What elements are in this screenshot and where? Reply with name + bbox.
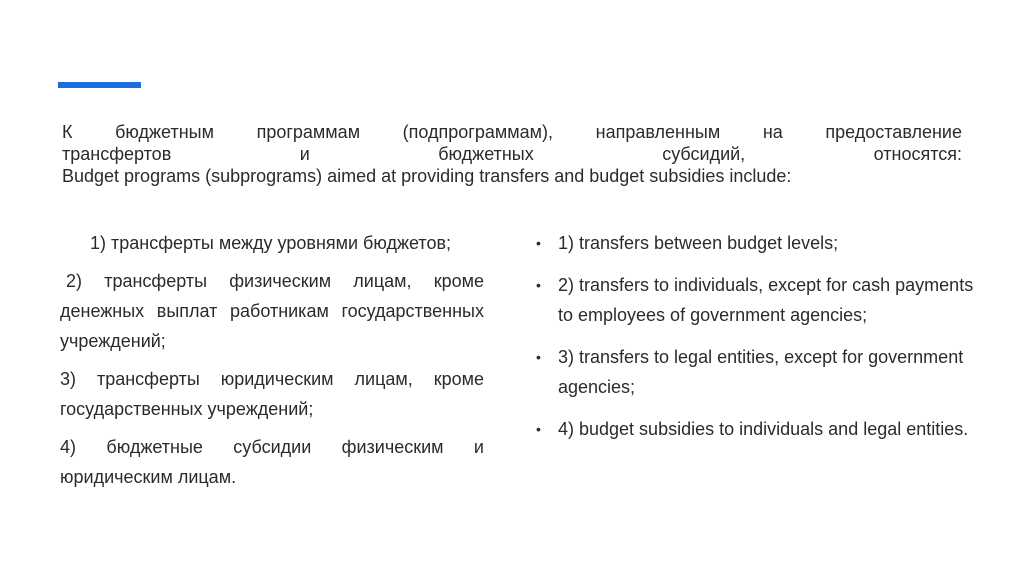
- left-item-2: 2) трансферты физическим лицам, кроме денежных выплат работникам государственных учреждений;: [60, 271, 484, 351]
- right-item-2-text: 2) transfers to individuals, except for cash payments to employees of government agencies;: [558, 275, 974, 325]
- right-item-1: [536, 228, 976, 258]
- right-item-3: [536, 342, 976, 402]
- english-bullet-list: [536, 228, 976, 444]
- intro-ru-line-2: трансфертов и бюджетных субсидий, относятся:: [62, 144, 962, 164]
- left-column-russian: [60, 228, 484, 500]
- accent-bar: [58, 82, 141, 88]
- bullet-icon: •: [536, 277, 541, 293]
- bullet-icon: •: [536, 235, 541, 251]
- intro-ru-line-1: К бюджетным программам (подпрограммам), направленным на предоставление: [62, 122, 962, 142]
- bullet-icon: •: [536, 349, 541, 365]
- left-item-3: 3) трансферты юридическим лицам, кроме государственных учреждений;: [60, 369, 484, 419]
- right-item-2: [536, 270, 976, 330]
- right-item-4: [536, 414, 976, 444]
- right-item-4-text: 4) budget subsidies to individuals and legal entities.: [558, 419, 969, 439]
- right-column-english: [536, 228, 976, 456]
- left-item-1: 1) трансферты между уровнями бюджетов;: [90, 233, 452, 253]
- right-item-1-text: 1) transfers between budget levels;: [558, 233, 839, 253]
- left-item-4: 4) бюджетные субсидии физическим и юридическим лицам.: [60, 437, 484, 487]
- intro-en-line: Budget programs (subprograms) aimed at providing transfers and budget subsidies include:: [62, 166, 792, 186]
- right-item-3-text: 3) transfers to legal entities, except for government agencies;: [558, 347, 964, 397]
- intro-paragraph: [62, 121, 962, 187]
- bullet-icon: •: [536, 421, 541, 437]
